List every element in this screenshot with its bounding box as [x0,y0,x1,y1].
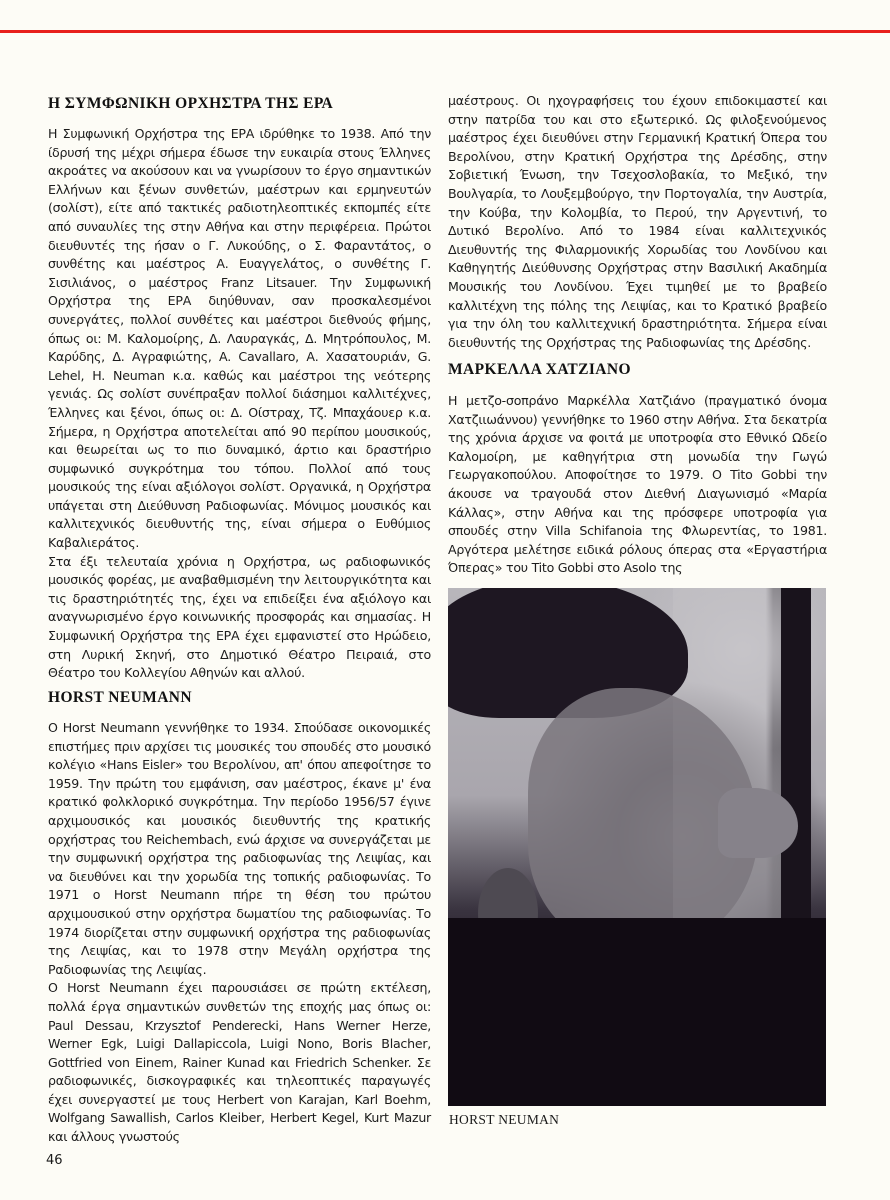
paragraph: Στα έξι τελευταία χρόνια η Ορχήστρα, ως ραδιοφωνικός μουσικός φορέας, με αναβαθμισμένη την λειτουργικότητα και τις δραστηριότητές της, έχει να επιδείξει ένα αξιόλογο και αναγνωρισμένο έργο κοινωνικής προσφοράς και σημασίας. Η Συμφωνική Ορχήστρα της ΕΡΑ έχει εμφανιστεί στο Ηρώδειο, στη Λυρική Σκηνή, στο Δημοτικό Θέατρο Πειραιά, στο Θέατρο του Κολλεγίου Αθηνών και αλλού. [48,553,431,681]
hatziano-text [448,392,827,578]
orchestra-text [48,125,431,683]
neumann-continuation-text [448,92,827,352]
paragraph: Η Συμφωνική Ορχήστρα της ΕΡΑ ιδρύθηκε το 1938. Από την ίδρυσή της μέχρι σήμερα έδωσε την ευκαιρία στους Έλληνες ακροάτες να ακούσουν και να γνωρίσουν το έργο σημαντικών Ελλήνων και ξένων συνθετών, μαέστρων και ερμηνευτών (σολίστ), είτε από τακτικές ραδιοτηλεοπτικές εκπομπές είτε από συναυλίες της στην Αθήνα και στην περιφέρεια. Πρώτοι διευθυντές της ήσαν ο Γ. Λυκούδης, ο Σ. Φαραντάτος, ο συνθέτης και μαέστρος Α. Ευαγγελάτος, ο συνθέτης Γ. Σισιλιάνος, ο μαέστρος Franz Litsauer. Την Συμφωνική Ορχήστρα της ΕΡΑ διηύθυναν, σαν προσκαλεσμένοι συνεργάτες, πολλοί συνθέτες και μαέστροι διεθνούς φήμης, όπως οι: Μ. Καλομοίρης, Δ. Λαυραγκάς, Δ. Μητρόπουλος, Μ. Καρύδης, Δ. Αγραφιώτης, A. Cavallaro, Α. Χασατουριάν, G. Lehel, H. Neuman κ.α. καθώς και μαέστροι της νεότερης γενιάς. Ως σολίστ συνέπραξαν πολλοί διάσημοι καλλιτέχνες, Έλληνες και ξένοι, όπως οι: Δ. Οίστραχ, Τζ. Μπαχάουερ κ.α. Σήμερα, η Ορχήστρα αποτελείται από 90 περίπου μουσικούς, και θεωρείται ως το πιο δυναμικό, άρτιο και δραστήριο συμφωνικό συγκρότημα του τόπου. Πολλοί από τους μουσικούς της είναι αξιόλογοι σολίστ. Οργανικά, η Ορχήστρα υπάγεται στη Διεύθυνση Ραδιοφωνίας. Μόνιμος μουσικός και καλλιτεχνικός διευθυντής της, είναι σήμερα ο Ευθύμιος Καβαλιεράτος. [48,126,431,551]
neumann-text [48,719,431,1147]
section-heading-neumann: HORST NEUMANN [48,689,192,706]
section-heading-hatziano: ΜΑΡΚΕΛΛΑ ΧΑΤΖΙΑΝΟ [448,361,631,378]
portrait-photo [448,588,826,1106]
paragraph: μαέστρους. Οι ηχογραφήσεις του έχουν επιδοκιμαστεί και στην πατρίδα του και στο εξωτερικό. Ως φιλοξενούμενος μαέστρος έχει διευθύνει στην Γερμανική Κρατική Όπερα του Βερολίνου, στην Κρατική Ορχήστρα της Δρέσδης, στην Σοβιετική Ένωση, την Τσεχοσλοβακία, το Μεξικό, την Βουλγαρία, το Λουξεμβούργο, την Πορτογαλία, την Αυστρία, την Κούβα, την Κολομβία, το Περού, την Αργεντινή, το Δυτικό Βερολίνο. Από το 1984 είναι καλλιτεχνικός Διευθυντής της Φιλαρμονικής Χορωδίας του Λονδίνου και Καθηγητής Διεύθυνσης Ορχήστρας στην Βασιλική Ακαδημία Μουσικής του Λονδίνου. Έχει τιμηθεί με το βραβείο καλλιτέχνη της πόλης της Λειψίας, και το Κρατικό βραβείο για την όλη του καλλιτεχνική δραστηριότητα. Σήμερα είναι διευθυντής της Ορχήστρας της Ραδιοφωνίας της Δρέσδης. [448,93,827,350]
paragraph: Η μετζο-σοπράνο Μαρκέλλα Χατζιάνο (πραγματικό όνομα Χατζιιωάννου) γεννήθηκε το 1960 στην Αθήνα. Στα δεκατρία της χρόνια άρχισε να φοιτά με υποτροφία στο Εθνικό Ωδείο Καλομοίρη, με καθηγήτρια στη μονωδία την Γωγώ Γεωργακοπούλου. Αποφοίτησε το 1979. Ο Tito Gobbi την άκουσε να τραγουδά στον Διεθνή Διαγωνισμό «Μαρία Κάλλας», στην Αθήνα και της πρόσφερε υποτροφία για σπουδές στην Villa Schifanoia της Φλωρεντίας, το 1981. Αργότερα μελέτησε ειδικά ρόλους όπερας στα «Εργαστήρια Όπερας» του Tito Gobbi στο Asolo της [448,393,827,576]
paragraph: O Horst Neumann έχει παρουσιάσει σε πρώτη εκτέλεση, πολλά έργα σημαντικών συνθετών της εποχής μας όπως οι: Paul Dessau, Krzysztof Penderecki, Hans Werner Herze, Werner Egk, Luigi Dallapiccola, Luigi Nono, Boris Blacher, Gottfried von Einem, Rainer Kunad και Friedrich Schenker. Σε ραδιοφωνικές, δισκογραφικές και τηλεοπτικές παραγωγές έχει συνεργαστεί με τους Herbert von Karajan, Karl Boehm, Wolfgang Sawallish, Carlos Kleiber, Herbert Kegel, Kurt Mazur και άλλους γνωστούς [48,980,431,1145]
page-number: 46 [46,1153,63,1168]
photo-caption: HORST NEUMAN [449,1112,560,1127]
photo-shadow [448,918,826,1106]
section-heading-orchestra: Η ΣΥΜΦΩΝΙΚΗ ΟΡΧΗΣΤΡΑ ΤΗΣ ΕΡΑ [48,95,334,112]
photo-dark-pillar [781,588,811,918]
paragraph: O Horst Neumann γεννήθηκε το 1934. Σπούδασε οικονομικές επιστήμες πριν αρχίσει τις μουσικές του σπουδές στο μουσικό κολέγιο «Hans Eisler» του Βερολίνου, απ' όπου απεφοίτησε το 1959. Την πρώτη του εμφάνιση, σαν μαέστρος, έκανε μ' ένα κρατικό φολκλορικό συγκρότημα. Την περίοδο 1956/57 έγινε αρχιμουσικός και μουσικός διευθυντής της κρατικής ορχήστρας του Reichembach, ενώ άρχισε να συνεργάζεται με την συμφωνική ορχήστρα της ραδιοφωνίας της Λειψίας, και να διευθύνει και την χορωδία της τοπικής ραδιοφωνίας. Το 1971 ο Horst Neumann πήρε τη θέση του πρώτου αρχιμουσικού στην ορχήστρα δωματίου της ραδιοφωνίας. Το 1974 διορίζεται στην συμφωνική ορχήστρα της ραδιοφωνίας της Λειψίας, και το 1978 στην Μεγάλη ορχήστρα της Ραδιοφωνίας της Λειψίας. [48,720,431,977]
top-red-rule [0,30,890,33]
